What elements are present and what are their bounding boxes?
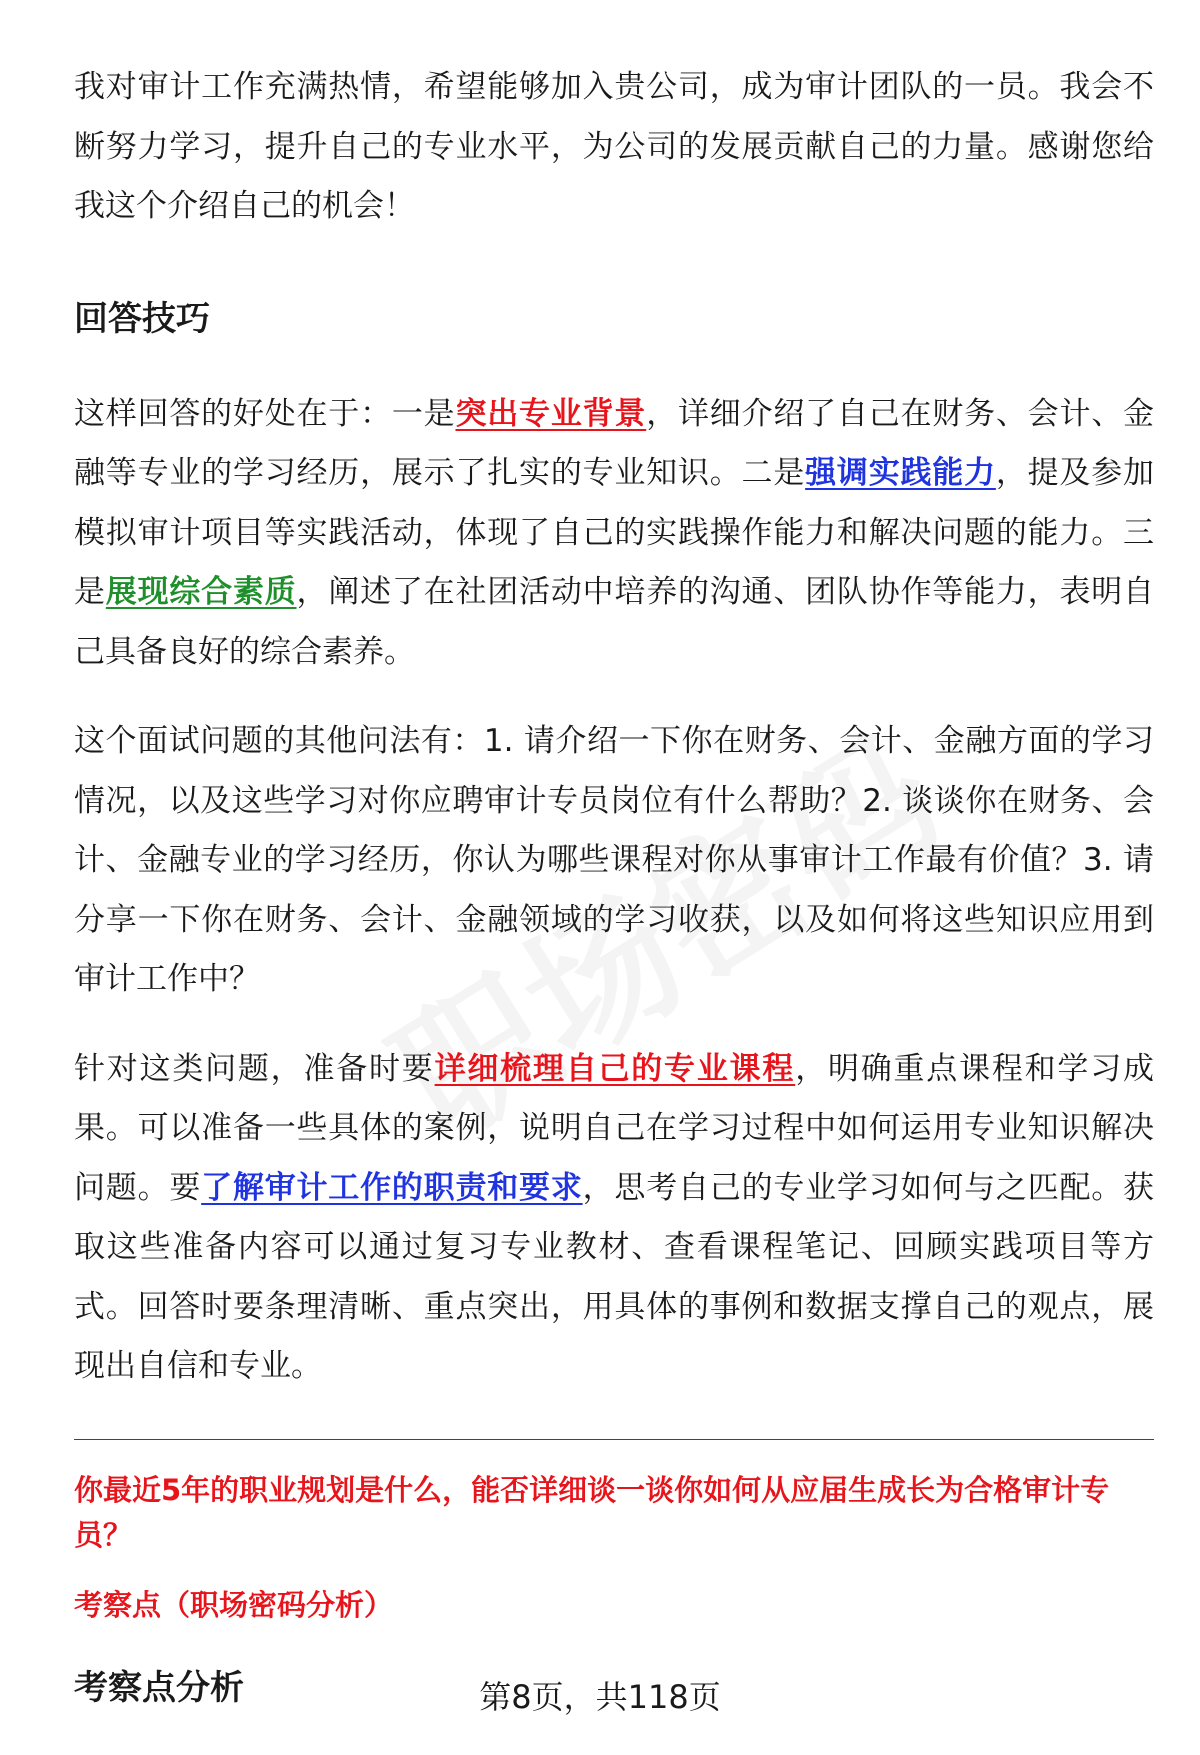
section-divider	[74, 1439, 1154, 1440]
highlight-audit-duties: 了解审计工作的职责和要求	[201, 1169, 583, 1206]
prep-text-1: 针对这类问题，准备时要	[74, 1050, 435, 1087]
prep-text-3: ，思考自己的专业学习如何与之匹配。获取这些准备内容可以通过复习专业教材、查看课程笔记、回顾实践项目等方式。回答时要条理清晰、重点突出，用具体的事例和数据支撑自己的观点，展现出自信和专业。	[74, 1169, 1155, 1384]
tips-text-3: ，提及参加模拟审计项目等实践活动，体现了自己的实践操作能力和解决问题的能力。三是	[74, 455, 1155, 610]
tips-text-2: ，详细介绍了自己在财务、会计、金融等专业的学习经历，展示了扎实的专业知识。二是	[74, 395, 1155, 491]
tips-text-4: ，阐述了在社团活动中培养的沟通、团队协作等能力，表明自己具备良好的综合素养。	[74, 574, 1155, 670]
highlight-overall-quality: 展现综合素质	[105, 574, 297, 610]
highlight-course-review: 详细梳理自己的专业课程	[434, 1050, 796, 1087]
highlight-practice-ability: 强调实践能力	[805, 455, 996, 491]
alt-questions-paragraph: 这个面试问题的其他问法有：1. 请介绍一下你在财务、会计、金融方面的学习情况，以及这些学习对你应聘审计专员岗位有什么帮助？2. 谈谈你在财务、会计、金融专业的学习经历，你认为哪些课程对你从事审计工作最有价值？3. 请分享一下你在财务、会计、金融领域的学习收获，以及如何将这些知识应用到审计工作中？	[74, 723, 1154, 997]
next-question: 你最近5年的职业规划是什么，能否详细谈一谈你如何从应届生成长为合格审计专员？	[74, 1472, 1110, 1552]
tips-heading: 回答技巧	[74, 298, 210, 339]
prep-text-2: ，明确重点课程和学习成果。可以准备一些具体的案例，说明自己在学习过程中如何运用专业知识解决问题。要	[74, 1050, 1154, 1206]
intro-paragraph: 我对审计工作充满热情，希望能够加入贵公司，成为审计团队的一员。我会不断努力学习，提升自己的专业水平，为公司的发展贡献自己的力量。感谢您给我这个介绍自己的机会！	[74, 69, 1154, 224]
highlight-professional-background: 突出专业背景	[455, 395, 647, 432]
tips-text-1: 这样回答的好处在于：一是	[74, 395, 456, 432]
page-footer: 第8页，共118页	[479, 1678, 721, 1716]
document-page	[74, 58, 1154, 1713]
tips-paragraph	[74, 385, 1154, 683]
prep-paragraph	[74, 1040, 1154, 1397]
analysis-heading: 考察点分析	[74, 1667, 244, 1708]
exam-point-label: 考察点（职场密码分析）	[74, 1587, 394, 1622]
